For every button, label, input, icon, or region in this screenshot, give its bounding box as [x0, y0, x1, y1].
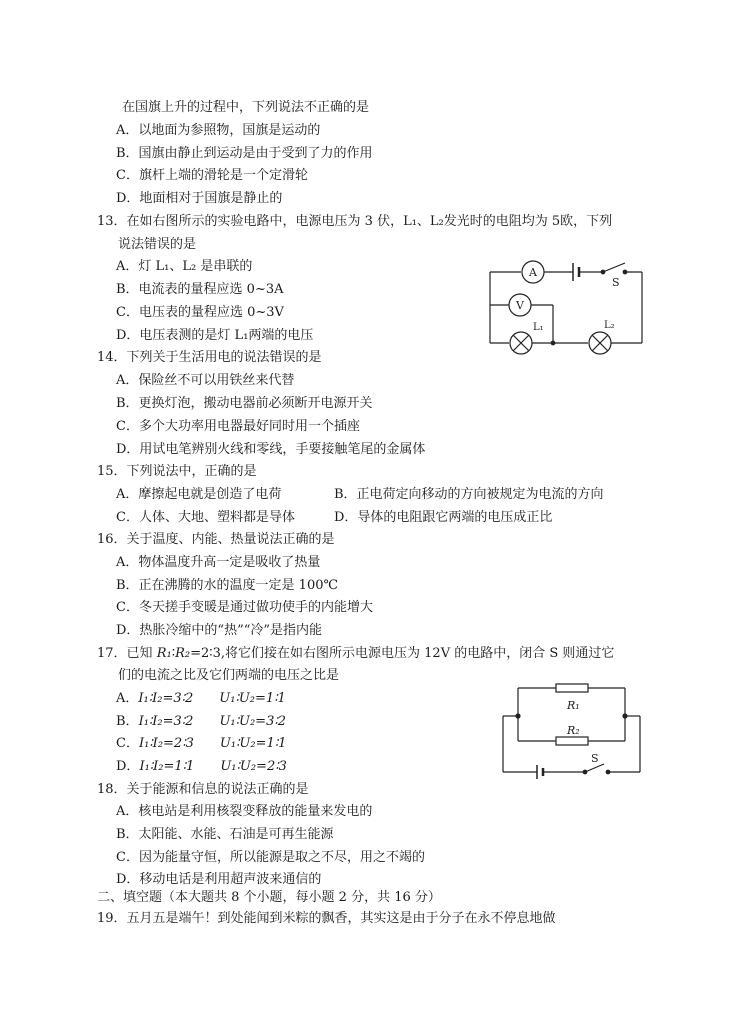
voltmeter-label: V: [516, 299, 524, 312]
q14-option-c: C．多个大功率用电器最好同时用一个插座: [116, 419, 360, 434]
q19-stem: 19．五月五是端午！到处能闻到米粽的飘香，其实这是由于分子在永不停息地做: [97, 911, 556, 926]
q17-option-b: B．I₁∶I₂=3∶2 U₁∶U₂=3∶2: [116, 714, 287, 729]
q16-option-d: D．热胀冷缩中的“热”“冷”是指内能: [116, 623, 323, 638]
q12-option-a: A．以地面为参照物，国旗是运动的: [116, 123, 321, 138]
q16-option-c: C．冬天搓手变暖是通过做功使手的内能增大: [116, 600, 373, 615]
section-heading: 二、填空题（本大题共 8 个小题，每小题 2 分，共 16 分）: [97, 890, 441, 905]
q18-option-a: A．核电站是利用核裂变释放的能量来发电的: [116, 804, 373, 819]
q14-option-b: B．更换灯泡，搬动电器前必须断开电源开关: [116, 396, 373, 411]
q15-stem: 15．下列说法中，正确的是: [97, 464, 257, 479]
q17-option-d: D．I₁∶I₂=1∶1 U₁∶U₂=2∶3: [116, 759, 287, 774]
switch-label: S: [591, 752, 599, 765]
q12-option-d: D．地面相对于国旗是静止的: [116, 191, 283, 206]
q17-option-a: A．I₁∶I₂=3∶2 U₁∶U₂=1∶1: [116, 691, 286, 706]
q14-option-d: D．用试电笔辨别火线和零线，手要接触笔尾的金属体: [116, 442, 426, 457]
lamp1-label: L₁: [533, 322, 544, 333]
q13-stem-line2: 说法错误的是: [118, 237, 197, 252]
q15-option-d: D．导体的电阻跟它两端的电压成正比: [334, 510, 553, 525]
q18-option-b: B．太阳能、水能、石油是可再生能源: [116, 827, 334, 842]
lamp2-label: L₂: [604, 320, 615, 331]
ammeter-label: A: [529, 266, 537, 279]
q13-stem-line1: 13．在如右图所示的实验电路中，电源电压为 3 伏，L₁、L₂发光时的电阻均为 5欧，下列: [97, 214, 613, 229]
q16-option-b: B．正在沸腾的水的温度一定是 100℃: [116, 578, 339, 593]
q12-option-c: C．旗杆上端的滑轮是一个定滑轮: [116, 168, 308, 183]
q12-option-b: B．国旗由静止到运动是由于受到了力的作用: [116, 146, 373, 161]
q18-option-d: D．移动电话是利用超声波来通信的: [116, 872, 322, 887]
q13-option-b: B．电流表的量程应选 0~3A: [116, 282, 284, 297]
q18-option-c: C．因为能量守恒，所以能源是取之不尽，用之不竭的: [116, 850, 425, 865]
q15-option-b: B．正电荷定向移动的方向被规定为电流的方向: [334, 487, 604, 502]
q16-stem: 16．关于温度、内能、热量说法正确的是: [97, 532, 335, 547]
q15-option-c: C．人体、大地、塑料都是导体: [116, 510, 295, 525]
q12-stem: 在国旗上升的过程中，下列说法不正确的是: [122, 100, 370, 115]
q17-stem-line1: 17．已知 R₁∶R₂=2∶3,将它们接在如右图所示电源电压为 12V 的电路中，闭合 S 则通过它: [97, 646, 615, 661]
q17-option-c: C．I₁∶I₂=2∶3 U₁∶U₂=1∶1: [116, 736, 287, 751]
q18-stem: 18．关于能源和信息的说法正确的是: [97, 782, 309, 797]
r2-label: R₂: [567, 724, 580, 737]
q13-option-a: A．灯 L₁、L₂ 是串联的: [116, 259, 253, 274]
switch-label: S: [612, 276, 620, 289]
q17-circuit-diagram: [500, 685, 650, 777]
q15-option-a: A．摩擦起电就是创造了电荷: [116, 487, 282, 502]
q14-option-a: A．保险丝不可以用铁丝来代替: [116, 373, 295, 388]
q13-option-c: C．电压表的量程应选 0~3V: [116, 305, 284, 320]
r1-label: R₁: [567, 699, 580, 712]
q14-stem: 14．下列关于生活用电的说法错误的是: [97, 350, 322, 365]
q13-circuit-diagram: [485, 258, 650, 353]
q13-option-d: D．电压表测的是灯 L₁两端的电压: [116, 328, 314, 343]
q17-stem-line2: 们的电流之比及它们两端的电压之比是: [118, 668, 340, 683]
q16-option-a: A．物体温度升高一定是吸收了热量: [116, 555, 321, 570]
